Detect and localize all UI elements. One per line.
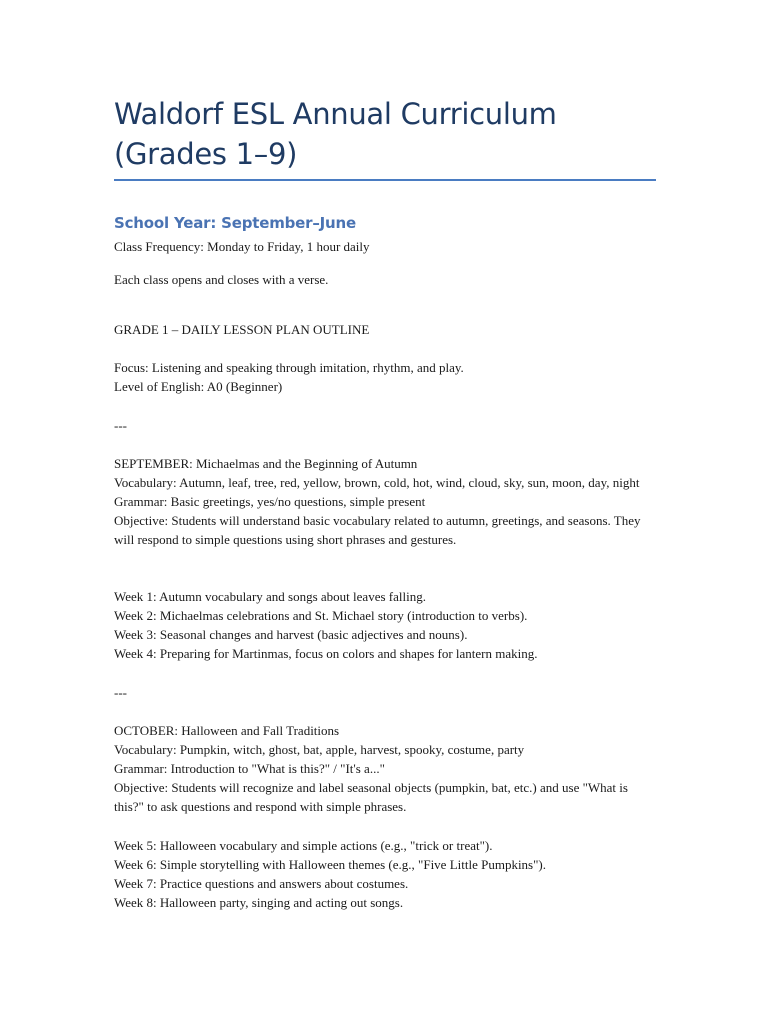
separator-text: --- xyxy=(114,418,127,433)
separator-text: --- xyxy=(114,685,127,700)
level-text: Level of English: A0 (Beginner) xyxy=(114,379,283,394)
verse-note xyxy=(114,270,656,289)
grade-heading xyxy=(114,320,656,339)
october-weeks xyxy=(114,836,656,912)
october-objective: Objective: Students will recognize and label seasonal objects (pumpkin, bat, etc.) and use "What is this?" to ask questions and respond with simple phrases. xyxy=(114,780,628,814)
september-weeks xyxy=(114,587,656,663)
focus-text: Focus: Listening and speaking through imitation, rhythm, and play. xyxy=(114,360,464,375)
september-heading: SEPTEMBER: Michaelmas and the Beginning of Autumn xyxy=(114,456,418,471)
october-heading: OCTOBER: Halloween and Fall Traditions xyxy=(114,723,340,738)
school-year-heading: School Year: September–June xyxy=(114,214,356,232)
separator-1 xyxy=(114,416,656,435)
list-item: Week 7: Practice questions and answers about costumes. xyxy=(114,876,409,891)
september-section xyxy=(114,454,656,549)
list-item: Week 6: Simple storytelling with Halloween themes (e.g., "Five Little Pumpkins"). xyxy=(114,857,547,872)
focus-block xyxy=(114,358,656,396)
title-underline xyxy=(114,179,656,181)
october-section xyxy=(114,721,656,816)
list-item: Week 3: Seasonal changes and harvest (basic adjectives and nouns). xyxy=(114,627,468,642)
grade-heading-text: GRADE 1 – DAILY LESSON PLAN OUTLINE xyxy=(114,322,370,337)
document-title: Waldorf ESL Annual Curriculum (Grades 1–9) xyxy=(114,97,557,171)
october-grammar: Grammar: Introduction to "What is this?" / "It's a..." xyxy=(114,761,385,776)
september-grammar: Grammar: Basic greetings, yes/no questions, simple present xyxy=(114,494,426,509)
verse-note-text: Each class opens and closes with a verse. xyxy=(114,272,329,287)
list-item: Week 1: Autumn vocabulary and songs about leaves falling. xyxy=(114,589,426,604)
list-item: Week 4: Preparing for Martinmas, focus on colors and shapes for lantern making. xyxy=(114,646,538,661)
september-vocabulary: Vocabulary: Autumn, leaf, tree, red, yellow, brown, cold, hot, wind, cloud, sky, sun, moon, day, night xyxy=(114,475,640,490)
class-frequency-text: Class Frequency: Monday to Friday, 1 hour daily xyxy=(114,239,370,254)
separator-2 xyxy=(114,683,656,702)
list-item: Week 5: Halloween vocabulary and simple actions (e.g., "trick or treat"). xyxy=(114,838,493,853)
class-frequency xyxy=(114,237,656,256)
september-objective: Objective: Students will understand basic vocabulary related to autumn, greetings, and seasons. They will respond to simple questions using short phrases and gestures. xyxy=(114,513,641,547)
list-item: Week 2: Michaelmas celebrations and St. Michael story (introduction to verbs). xyxy=(114,608,528,623)
list-item: Week 8: Halloween party, singing and acting out songs. xyxy=(114,895,404,910)
october-vocabulary: Vocabulary: Pumpkin, witch, ghost, bat, apple, harvest, spooky, costume, party xyxy=(114,742,525,757)
